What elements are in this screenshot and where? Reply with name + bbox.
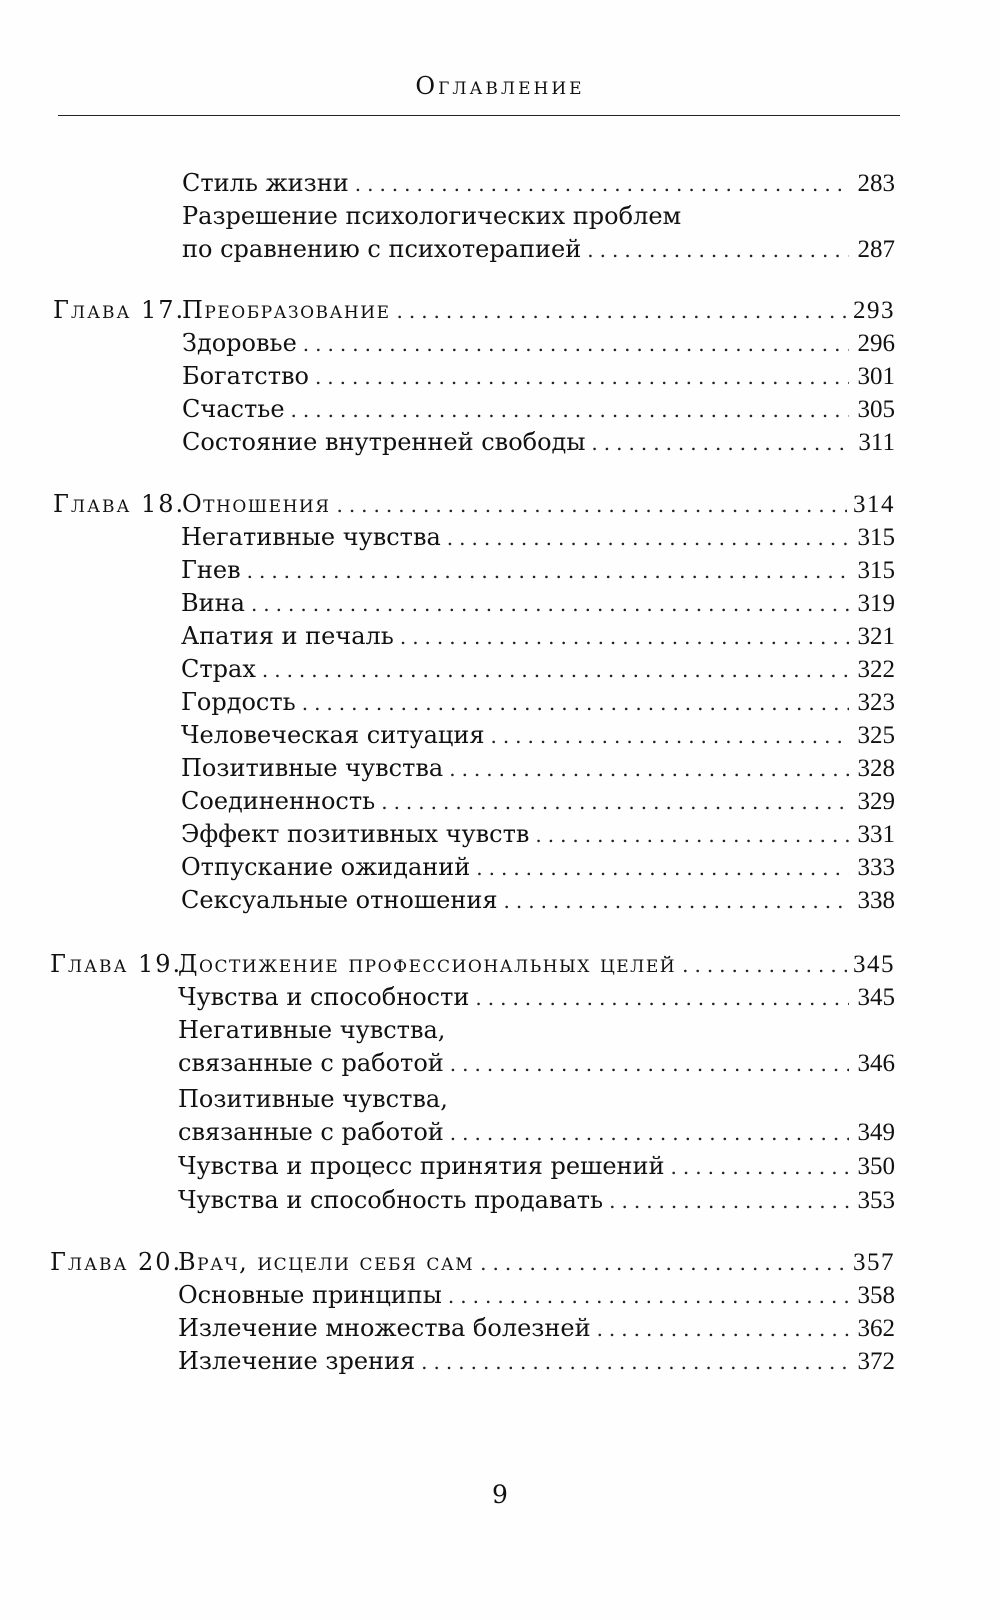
entry-page: 328	[857, 755, 895, 782]
toc-entry[interactable]	[0, 685, 1000, 719]
toc-entry[interactable]	[0, 1344, 1000, 1378]
entry-title: Сексуальные отношения	[181, 886, 498, 914]
entry-page: 333	[857, 854, 895, 881]
toc-chapter[interactable]	[0, 487, 1000, 521]
toc-entry[interactable]	[0, 1311, 1000, 1345]
toc-entry[interactable]	[0, 817, 1000, 851]
dot-leader	[475, 981, 849, 1015]
dot-leader	[396, 294, 847, 328]
dot-leader	[355, 167, 849, 201]
dot-leader	[587, 233, 849, 267]
entry-title: Излечение множества болезней	[178, 1314, 591, 1342]
entry-page: 357	[853, 1249, 895, 1276]
entry-page: 283	[857, 170, 895, 197]
toc-entry[interactable]	[0, 1183, 1000, 1217]
entry-title: Основные принципы	[178, 1281, 442, 1309]
entry-title: Гордость	[181, 688, 296, 716]
toc-entry-continuation[interactable]	[0, 199, 1000, 233]
dot-leader	[251, 587, 849, 621]
toc-entry[interactable]	[0, 586, 1000, 620]
entry-page: 323	[857, 689, 895, 716]
toc-entry[interactable]	[0, 980, 1000, 1014]
entry-page: 325	[857, 722, 895, 749]
entry-page: 372	[857, 1348, 895, 1375]
entry-page: 287	[857, 236, 895, 263]
entry-page: 358	[857, 1282, 895, 1309]
toc-entry[interactable]	[0, 232, 1000, 266]
entry-page: 314	[853, 491, 895, 518]
entry-page: 349	[857, 1119, 895, 1146]
dot-leader	[448, 1279, 849, 1313]
toc-entry[interactable]	[0, 883, 1000, 917]
chapter-label: Глава 20.	[50, 1248, 183, 1276]
toc-entry[interactable]	[0, 166, 1000, 200]
chapter-label: Глава 18.	[53, 490, 186, 518]
dot-leader	[381, 785, 849, 819]
entry-title: Излечение зрения	[178, 1347, 416, 1375]
toc-entry[interactable]	[0, 1046, 1000, 1080]
entry-page: 305	[857, 396, 895, 423]
chapter-label: Глава 19.	[50, 950, 183, 978]
entry-page: 319	[857, 590, 895, 617]
dot-leader	[315, 360, 849, 394]
toc-entry[interactable]	[0, 850, 1000, 884]
entry-page: 350	[857, 1153, 895, 1180]
entry-title: Соединенность	[181, 787, 376, 815]
entry-title: Вина	[181, 589, 245, 617]
dot-leader	[447, 521, 849, 555]
dot-leader	[291, 393, 849, 427]
entry-page: 331	[857, 821, 895, 848]
toc-entry[interactable]	[0, 652, 1000, 686]
entry-title: Состояние внутренней свободы	[182, 428, 586, 456]
chapter-title: Врач, исцели себя сам	[178, 1248, 475, 1276]
page-header: Оглавление	[415, 72, 585, 100]
dot-leader	[247, 554, 849, 588]
dot-leader	[450, 1116, 849, 1150]
toc-entry[interactable]	[0, 619, 1000, 653]
toc-entry[interactable]	[0, 520, 1000, 554]
entry-title: Негативные чувства	[181, 523, 441, 551]
toc-entry-continuation[interactable]	[0, 1082, 1000, 1116]
toc-entry-continuation[interactable]	[0, 1013, 1000, 1047]
entry-title: Позитивные чувства	[181, 754, 444, 782]
entry-page: 329	[857, 788, 895, 815]
entry-title: Негативные чувства,	[178, 1016, 446, 1044]
toc-entry[interactable]	[0, 326, 1000, 360]
entry-page: 296	[857, 330, 895, 357]
entry-page: 322	[857, 656, 895, 683]
entry-title: Разрешение психологических проблем	[182, 202, 682, 230]
dot-leader	[535, 818, 849, 852]
entry-page: 311	[858, 429, 895, 456]
entry-title: Гнев	[181, 556, 241, 584]
entry-title: Страх	[181, 655, 256, 683]
toc-chapter[interactable]	[0, 293, 1000, 327]
toc-entry[interactable]	[0, 1149, 1000, 1183]
dot-leader	[480, 1246, 847, 1280]
chapter-title: Отношения	[182, 490, 331, 518]
entry-title: Счастье	[182, 395, 285, 423]
entry-title: Отпускание ожиданий	[181, 853, 471, 881]
entry-title: по сравнению с психотерапией	[182, 235, 582, 263]
entry-page: 345	[853, 951, 895, 978]
entry-page: 338	[857, 887, 895, 914]
toc-entry[interactable]	[0, 425, 1000, 459]
entry-page: 315	[857, 557, 895, 584]
toc-entry[interactable]	[0, 751, 1000, 785]
entry-page: 345	[857, 984, 895, 1011]
entry-page: 301	[857, 363, 895, 390]
entry-title: Человеческая ситуация	[181, 721, 485, 749]
entry-title: связанные с работой	[178, 1049, 444, 1077]
entry-title: Чувства и способность продавать	[178, 1186, 604, 1214]
entry-title: Стиль жизни	[182, 169, 349, 197]
entry-page: 321	[857, 623, 895, 650]
entry-page: 353	[857, 1187, 895, 1214]
dot-leader	[262, 653, 849, 687]
entry-title: связанные с работой	[178, 1118, 444, 1146]
toc-chapter[interactable]	[0, 947, 1000, 981]
entry-title: Здоровье	[182, 329, 297, 357]
dot-leader	[490, 719, 849, 753]
toc-entry[interactable]	[0, 1115, 1000, 1149]
toc-entry[interactable]	[0, 784, 1000, 818]
dot-leader	[421, 1345, 849, 1379]
dot-leader	[449, 752, 849, 786]
dot-leader	[682, 948, 847, 982]
page-number: 9	[492, 1480, 508, 1509]
dot-leader	[450, 1047, 849, 1081]
dot-leader	[671, 1150, 849, 1184]
toc-entry[interactable]	[0, 553, 1000, 587]
chapter-title: Преобразование	[182, 296, 391, 324]
toc-chapter[interactable]	[0, 1245, 1000, 1279]
dot-leader	[597, 1312, 849, 1346]
entry-title: Богатство	[182, 362, 309, 390]
entry-title: Эффект позитивных чувств	[181, 820, 530, 848]
entry-page: 346	[857, 1050, 895, 1077]
dot-leader	[302, 686, 849, 720]
entry-title: Чувства и процесс принятия решений	[178, 1152, 665, 1180]
chapter-title: Достижение профессиональных целей	[178, 950, 677, 978]
dot-leader	[504, 884, 850, 918]
dot-leader	[303, 327, 849, 361]
toc-entry[interactable]	[0, 392, 1000, 426]
toc-entry[interactable]	[0, 1278, 1000, 1312]
entry-title: Чувства и способности	[178, 983, 470, 1011]
dot-leader	[476, 851, 849, 885]
entry-page: 315	[857, 524, 895, 551]
toc-entry[interactable]	[0, 718, 1000, 752]
chapter-label: Глава 17.	[53, 296, 186, 324]
entry-page: 362	[857, 1315, 895, 1342]
entry-title: Позитивные чувства,	[178, 1085, 448, 1113]
dot-leader	[400, 620, 849, 654]
dot-leader	[336, 488, 847, 522]
entry-page: 293	[853, 297, 895, 324]
dot-leader	[591, 426, 849, 460]
entry-title: Апатия и печаль	[181, 622, 394, 650]
dot-leader	[609, 1184, 849, 1218]
toc-entry[interactable]	[0, 359, 1000, 393]
